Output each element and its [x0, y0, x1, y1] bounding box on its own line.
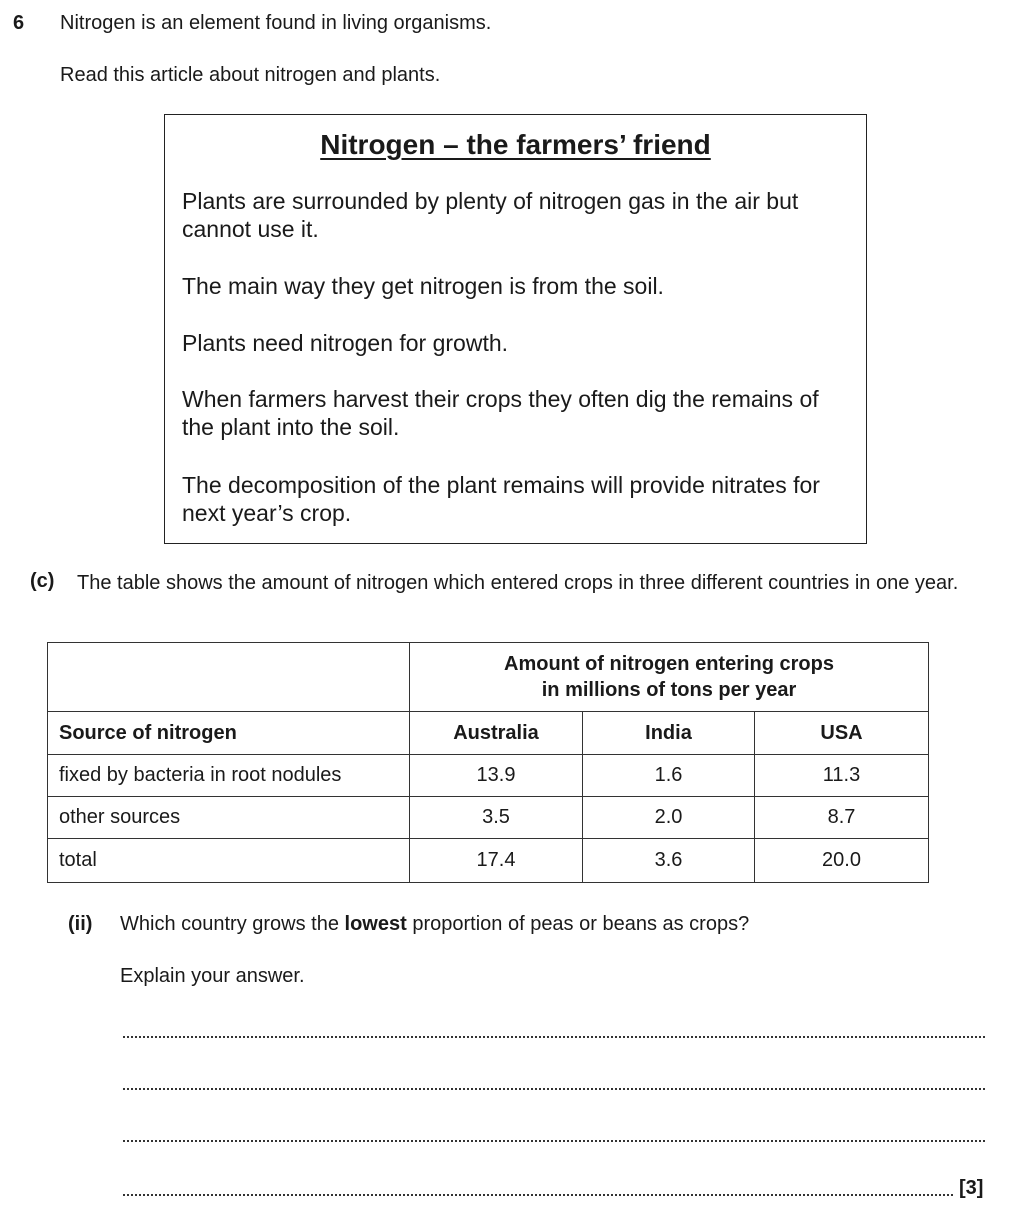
- table-cell: 3.5: [410, 797, 583, 839]
- table-cell: 8.7: [755, 797, 929, 839]
- row-label: other sources: [48, 797, 410, 839]
- answer-line[interactable]: [123, 1194, 953, 1196]
- column-header: Source of nitrogen: [48, 712, 410, 755]
- part-c-text: The table shows the amount of nitrogen which entered crops in three different countries in one year.: [77, 572, 959, 594]
- question-intro: Nitrogen is an element found in living organisms.: [60, 12, 492, 34]
- explain-prompt: Explain your answer.: [120, 965, 305, 987]
- table-total-row: [48, 839, 929, 883]
- table-row: [48, 755, 929, 797]
- answer-line[interactable]: [123, 1088, 985, 1090]
- table-cell: 13.9: [410, 755, 583, 797]
- table-empty-cell: [48, 643, 410, 712]
- article-paragraph: The main way they get nitrogen is from the soil.: [182, 273, 664, 299]
- part-c-label: (c): [30, 570, 55, 592]
- article-paragraph: When farmers harvest their crops they often dig the remains of the plant into the soil.: [182, 386, 819, 440]
- article-paragraph: Plants are surrounded by plenty of nitrogen gas in the air but cannot use it.: [182, 188, 799, 242]
- article-box: [164, 114, 867, 544]
- column-header-row: [48, 712, 929, 755]
- column-header: Australia: [410, 712, 583, 755]
- row-label: total: [48, 839, 410, 883]
- table-header-row: [48, 643, 929, 712]
- column-header: USA: [755, 712, 929, 755]
- table-cell: 2.0: [583, 797, 755, 839]
- answer-line[interactable]: [123, 1140, 985, 1142]
- group-header: [410, 643, 929, 712]
- sub-question-emphasis: lowest: [344, 913, 407, 935]
- article-title: Nitrogen – the farmers’ friend: [320, 129, 711, 160]
- table-row: [48, 797, 929, 839]
- table-cell: 17.4: [410, 839, 583, 883]
- table-cell: 11.3: [755, 755, 929, 797]
- answer-line[interactable]: [123, 1036, 985, 1038]
- table-cell: 20.0: [755, 839, 929, 883]
- question-number: 6: [13, 12, 25, 34]
- nitrogen-table: [47, 642, 929, 883]
- table-cell: 1.6: [583, 755, 755, 797]
- table-cell: 3.6: [583, 839, 755, 883]
- article-paragraph: Plants need nitrogen for growth.: [182, 330, 509, 356]
- sub-question-label: (ii): [68, 913, 93, 935]
- column-header: India: [583, 712, 755, 755]
- group-header-line: Amount of nitrogen entering crops: [504, 653, 834, 675]
- sub-question-text-part: proportion of peas or beans as crops?: [406, 913, 750, 935]
- marks-indicator: [3]: [959, 1177, 984, 1199]
- article-paragraph: The decomposition of the plant remains will provide nitrates for next year’s crop.: [182, 472, 820, 526]
- row-label: fixed by bacteria in root nodules: [48, 755, 410, 797]
- read-prompt: Read this article about nitrogen and plants.: [60, 64, 441, 86]
- group-header-line: in millions of tons per year: [541, 679, 797, 701]
- sub-question-text-part: Which country grows the: [120, 913, 345, 935]
- sub-question-text: [120, 913, 749, 936]
